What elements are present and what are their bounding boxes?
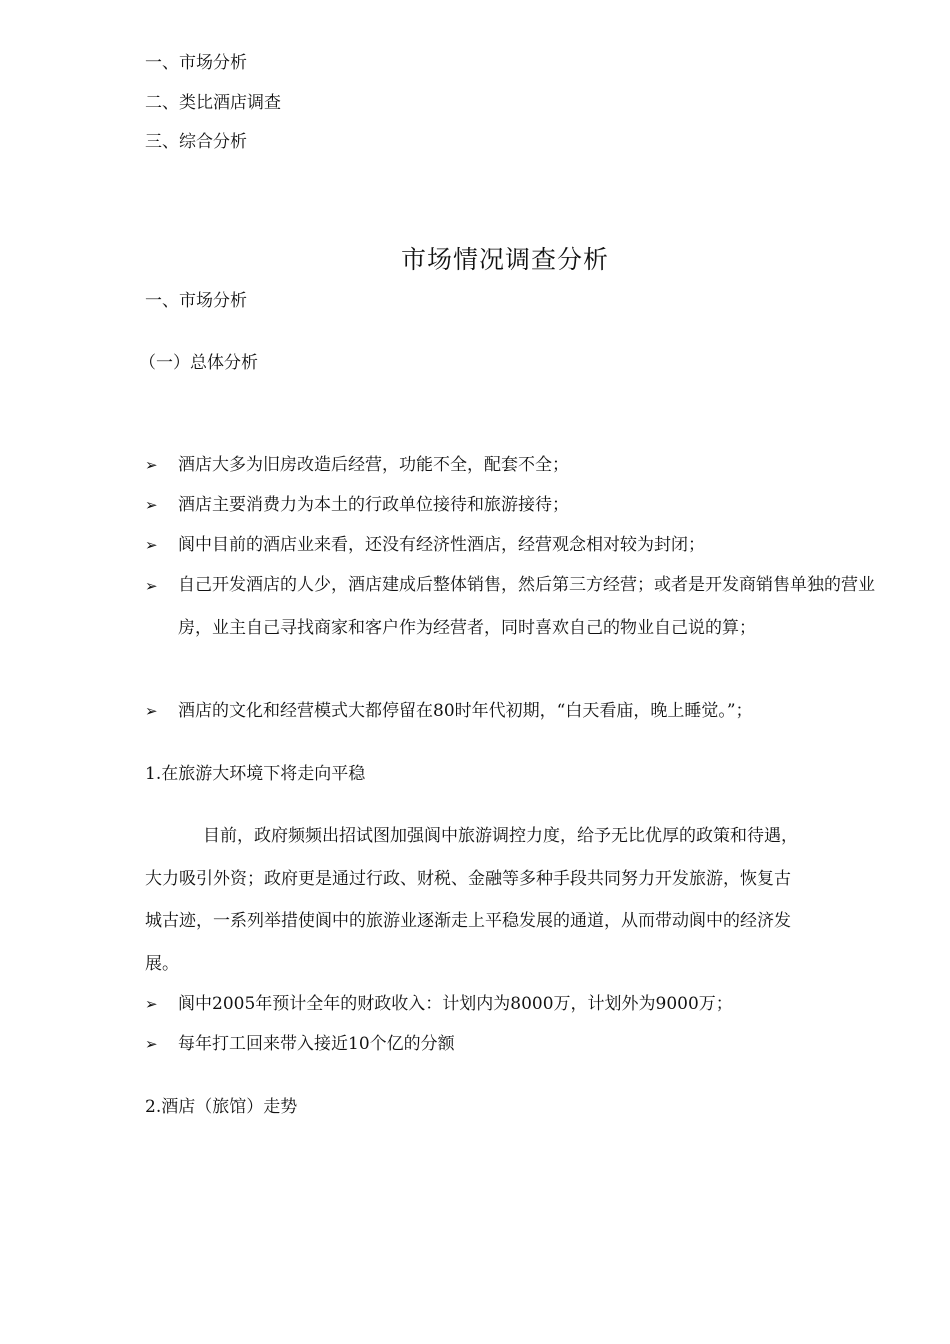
toc-item-hotel-survey: 二、类比酒店调查 (145, 93, 281, 113)
section-heading: 一、市场分析 (145, 291, 247, 311)
bullet-item: 酒店的文化和经营模式大都停留在80时年代初期，“白天看庙，晚上睡觉。”； (178, 701, 753, 721)
bullet-item: 酒店主要消费力为本土的行政单位接待和旅游接待； (178, 495, 569, 515)
paragraph-line: 城古迹，一系列举措使阆中的旅游业逐渐走上平稳发展的通道，从而带动阆中的经济发 (145, 911, 791, 931)
toc-item-comprehensive-analysis: 三、综合分析 (145, 132, 247, 152)
bullet-item: 阆中目前的酒店业来看，还没有经济性酒店，经营观念相对较为封闭； (178, 535, 705, 555)
bullet-icon: ➢ (145, 456, 158, 474)
bullet-item: 每年打工回来带入接近10个亿的分额 (178, 1034, 455, 1054)
paragraph-line: 目前，政府频频出招试图加强阆中旅游调控力度，给予无比优厚的政策和待遇， (203, 826, 798, 846)
heading-hotel-trend: 2.酒店（旅馆）走势 (145, 1097, 298, 1117)
paragraph-line: 大力吸引外资；政府更是通过行政、财税、金融等多种手段共同努力开发旅游，恢复古 (145, 869, 791, 889)
bullet-item: 酒店大多为旧房改造后经营，功能不全，配套不全； (178, 455, 569, 475)
subsection-heading: （一）总体分析 (139, 353, 258, 373)
bullet-icon: ➢ (145, 995, 158, 1013)
heading-tourism-trend: 1.在旅游大环境下将走向平稳 (145, 764, 366, 784)
bullet-icon: ➢ (145, 536, 158, 554)
toc-item-market-analysis: 一、市场分析 (145, 53, 247, 73)
bullet-item-multiline: 自己开发酒店的人少，酒店建成后整体销售，然后第三方经营；或者是开发商销售单独的营业房，业主自己寻找商家和客户作为经营者，同时喜欢自己的物业自己说的算； (178, 575, 875, 638)
bullet-icon: ➢ (145, 1035, 158, 1053)
bullet-icon: ➢ (145, 496, 158, 514)
bullet-icon: ➢ (145, 702, 158, 720)
paragraph-line: 展。 (145, 954, 179, 974)
bullet-icon: ➢ (145, 577, 158, 595)
bullet-item: 阆中2005年预计全年的财政收入：计划内为8000万，计划外为9000万； (178, 994, 733, 1014)
document-title: 市场情况调查分析 (400, 245, 609, 274)
